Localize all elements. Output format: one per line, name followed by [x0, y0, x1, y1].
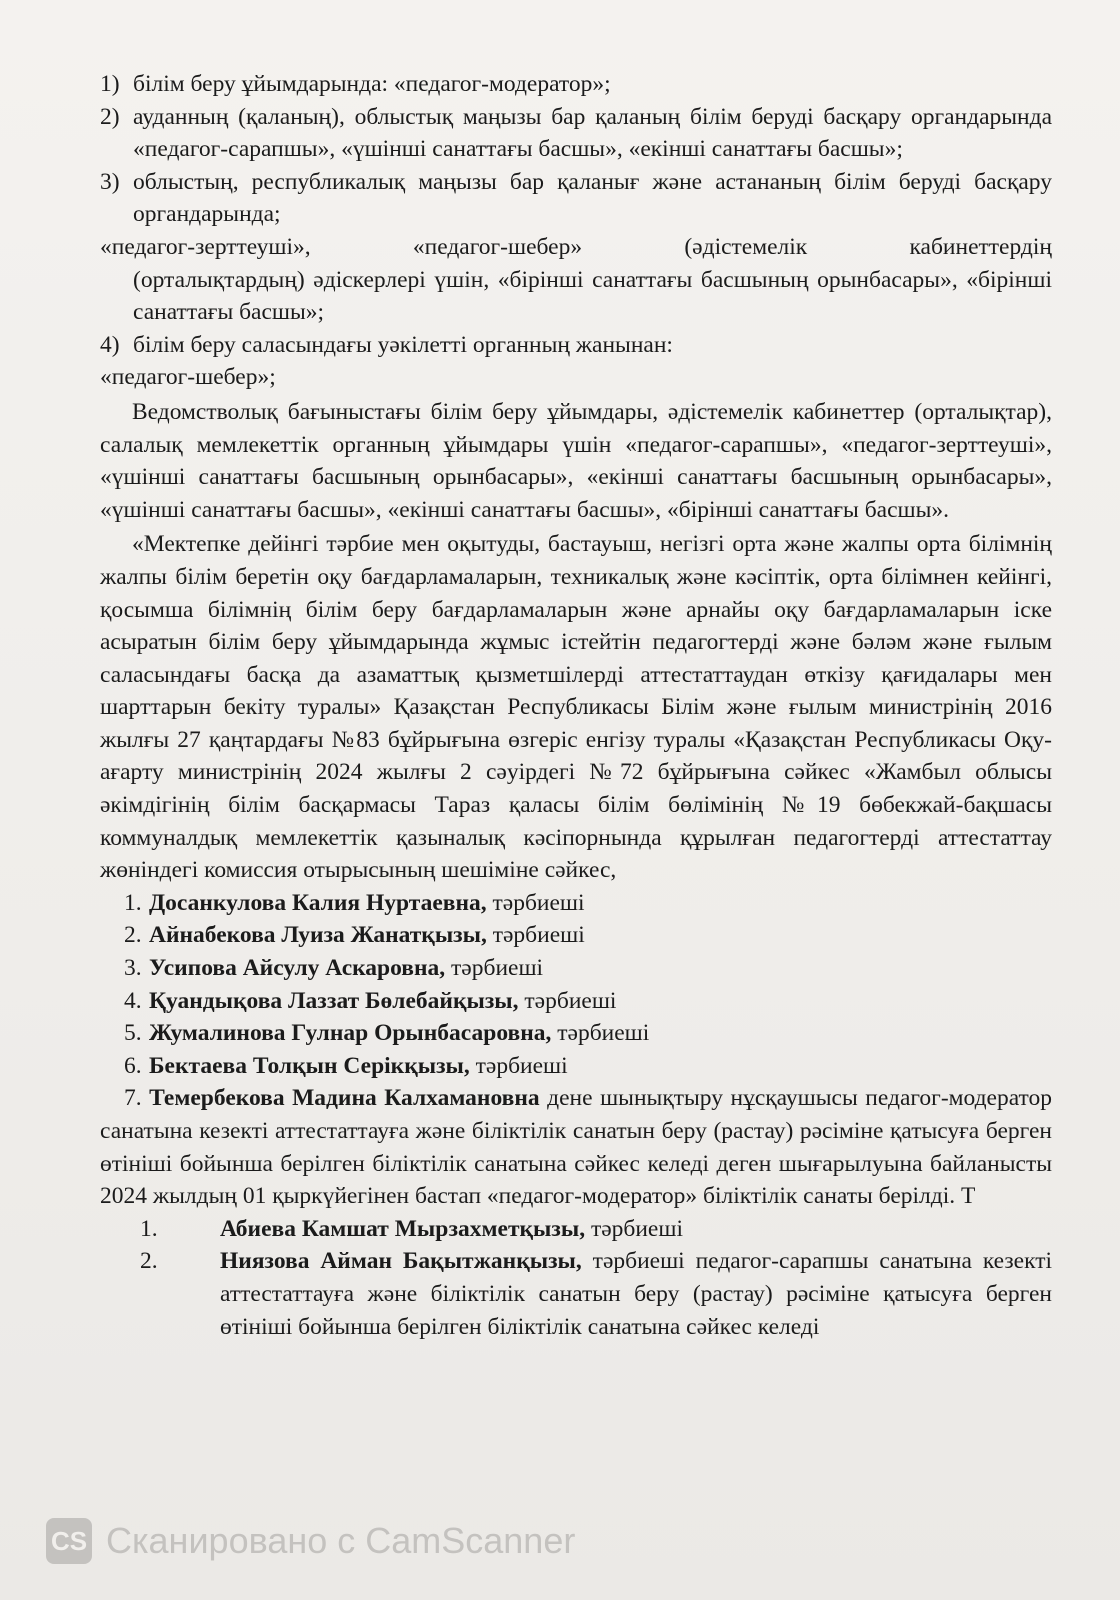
item-number: 6.	[124, 1052, 142, 1079]
staff-name: Қуандықова Лаззат Бөлебайқызы,	[149, 987, 519, 1014]
staff-name: Темербекова Мадина Калхамановна	[149, 1085, 540, 1112]
staff-name: Жумалинова Гулнар Орынбасаровна,	[149, 1020, 552, 1047]
list-item	[140, 1213, 1052, 1246]
item-number: 7.	[124, 1085, 142, 1112]
list-item	[124, 887, 1052, 920]
item-number: 4.	[124, 987, 142, 1014]
role-sheber: «педагог-шебер»	[412, 233, 583, 260]
item-number: 1)	[100, 71, 120, 97]
list-item	[140, 1245, 1052, 1343]
item-number: 5.	[124, 1020, 142, 1047]
item-number: 1.	[140, 1215, 158, 1242]
item-text: облыстың, республикалық маңызы бар қаланығ және астананың білім беруді басқару органдарында;	[133, 168, 1052, 228]
staff-name: Бектаева Толқын Серікқызы,	[149, 1052, 470, 1079]
item-text: ауданның (қаланың), облыстық маңызы бар қаланың білім беруді басқару органдарында «педагог-сарапшы», «үшінші санаттағы басшы», «екінші санаттағы басшы»;	[133, 103, 1052, 163]
item-number: 1.	[124, 889, 142, 916]
staff-name: Досанкулова Калия Нуртаевна,	[149, 889, 487, 916]
staff-name: Абиева Камшат Мырзахметқызы,	[220, 1215, 586, 1242]
item7-text: дене шынықтыру нұсқаушысы педагог-модератор санатына кезекті аттестаттауға және біліктілік санатын беру (растау) рәсіміне қатысуға берген өтініші бойынша берілген біліктілік санатына сәйкес келеді деген шығарылуына байланысты 2024 жылдың 01 қыркүйегінен бастап «педагог-модератор» біліктілік санаты берілді. Т	[100, 1085, 1053, 1210]
staff-role: тәрбиеші	[486, 922, 585, 949]
item-number: 2.	[124, 922, 142, 949]
list-item	[100, 101, 1052, 166]
list-item	[100, 68, 1052, 101]
word-adistemelik: (әдістемелік	[684, 233, 808, 260]
item-text: білім беру саласындағы уәкілетті органның жанынан:	[133, 331, 673, 358]
staff-name: Усипова Айсулу Аскаровна,	[149, 955, 446, 982]
staff-name: Айнабекова Луиза Жанатқызы,	[149, 922, 487, 949]
staff-role: тәрбиеші	[469, 1052, 568, 1079]
staff-role: тәрбиеші педагог-сарапшы санатына кезекті аттестаттауға және біліктілік санатын беру (растау) рәсіміне қатысуға берген өтініші бойынша берілген біліктілік санатына сәйкес келеді	[220, 1248, 1053, 1340]
item-number: 3)	[100, 168, 120, 195]
item-number: 4)	[100, 331, 120, 358]
item-number: 3.	[124, 955, 142, 982]
paragraph-main: «Мектепке дейінгі тәрбие мен оқытуды, бастауыш, негізгі орта және жалпы орта білімнің жалпы білім беретін оқу бағдарламаларын, техникалық және кәсіптік, орта білімнен кейінгі, қосымша білімнің білім беру бағдарламаларын және арнайы оқу бағдарламаларын іске асыратын білім беру ұйымдарында жұмыс істейтін педагогтерді және бәлəм және ғылым саласындағы басқа да азаматтық қызметшілерді аттестаттаудан өткізу қағидалары мен шарттарын бекіту туралы» Қазақстан Республикасы Білім және ғылым министрінің 2016 жылғы 27 қаңтардағы №83 бұйрығына өзгеріс енгізу туралы «Қазақстан Республикасы Оқу-ағарту министрінің 2024 жылғы 2 сәуірдегі №72 бұйрығына сәйкес «Жамбыл облысы әкімдігінің білім басқармасы Тараз қаласы білім бөлімінің №19 бөбекжай-бақшасы коммуналдық мемлекеттік қазыналық кәсіпорнында құрылған педагогтерді аттестаттау жөніндегі комиссия отырысының шешіміне сәйкес,	[100, 531, 1052, 884]
staff-role: тәрбиеші	[585, 1215, 683, 1242]
list-item	[100, 166, 1052, 231]
staff-list	[100, 887, 1052, 1083]
item3-continuation	[100, 231, 1052, 264]
paragraph-departmental: Ведомстволық бағыныстағы білім беру ұйымдары, әдістемелік кабинеттер (орталықтар), салалық мемлекеттік органның ұйымдары үшін «педагог-сарапшы», «педагог-зерттеуші», «үшінші санаттағы басшының орынбасары», «екінші санаттағы басшының орынбасары», «үшінші санаттағы басшы», «екінші санаттағы басшы», «бірінші санаттағы басшы».	[100, 398, 1052, 523]
list-item	[124, 1050, 1052, 1083]
list-item	[100, 329, 1052, 362]
staff-role: тәрбиеші	[486, 889, 585, 916]
camscanner-logo: CS	[46, 1518, 92, 1564]
word-kabinetter: кабинеттердің	[909, 233, 1052, 260]
staff-name: Ниязова Айман Бақытжанқызы,	[220, 1248, 582, 1275]
list-item	[124, 919, 1052, 952]
item4-continuation: «педагог-шебер»;	[100, 364, 276, 391]
second-staff-list	[100, 1213, 1052, 1343]
item-text: білім беру ұйымдарында: «педагог-модератор»;	[133, 71, 611, 97]
list-item	[124, 985, 1052, 1018]
item3-continuation-text: (орталықтардың) әдіскерлері үшін, «бірінші санаттағы басшының орынбасары», «бірінші санаттағы басшы»;	[133, 266, 1052, 326]
staff-role: тәрбиеші	[518, 987, 617, 1014]
item-number: 2.	[140, 1248, 158, 1275]
document-body	[100, 68, 1052, 1343]
item-number: 2)	[100, 103, 120, 130]
list-item	[124, 952, 1052, 985]
item7-paragraph	[100, 1082, 1052, 1212]
watermark-text: Сканировано с CamScanner	[106, 1520, 576, 1561]
staff-role: тәрбиеші	[445, 955, 544, 982]
role-zertteushi: «педагог-зерттеуші»,	[100, 233, 311, 260]
list-item	[124, 1017, 1052, 1050]
camscanner-watermark	[46, 1518, 575, 1564]
staff-role: тәрбиеші	[551, 1020, 650, 1047]
